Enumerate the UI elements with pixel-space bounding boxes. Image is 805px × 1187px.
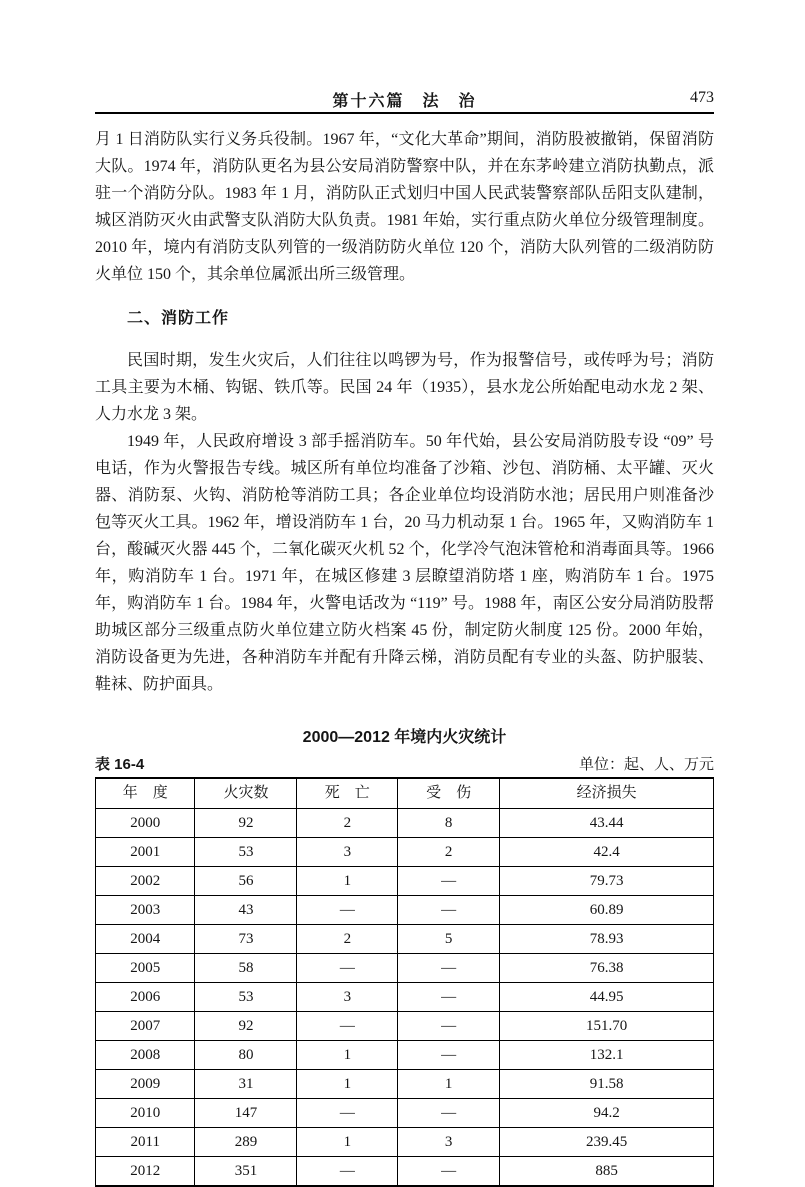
table-cell: 2 bbox=[398, 838, 500, 867]
table-cell: 31 bbox=[195, 1070, 297, 1099]
table-label: 表 16-4 bbox=[95, 756, 145, 773]
table-cell: 53 bbox=[195, 838, 297, 867]
table-cell: 2009 bbox=[96, 1070, 195, 1099]
table-cell: 42.4 bbox=[500, 838, 714, 867]
table-cell: 2002 bbox=[96, 867, 195, 896]
table-cell: 2007 bbox=[96, 1012, 195, 1041]
table-cell: 53 bbox=[195, 983, 297, 1012]
table-cell: 2006 bbox=[96, 983, 195, 1012]
table-cell: 56 bbox=[195, 867, 297, 896]
table-cell: 79.73 bbox=[500, 867, 714, 896]
table-cell: 78.93 bbox=[500, 925, 714, 954]
table-cell: 239.45 bbox=[500, 1128, 714, 1157]
table-cell: 1 bbox=[297, 1070, 398, 1099]
table-row bbox=[96, 983, 714, 1012]
table-cell: 2008 bbox=[96, 1041, 195, 1070]
table-cell: — bbox=[398, 954, 500, 983]
table-cell: 2 bbox=[297, 809, 398, 838]
table-row bbox=[96, 1012, 714, 1041]
table-cell: 3 bbox=[297, 983, 398, 1012]
table-cell: 289 bbox=[195, 1128, 297, 1157]
table-cell: 92 bbox=[195, 809, 297, 838]
table-cell: 76.38 bbox=[500, 954, 714, 983]
body-text bbox=[95, 126, 714, 698]
table-cell: 73 bbox=[195, 925, 297, 954]
table-cell: 351 bbox=[195, 1157, 297, 1187]
paragraph-1949: 1949 年，人民政府增设 3 部手摇消防车。50 年代始，县公安局消防股专设 “09” 号电话，作为火警报告专线。城区所有单位均准备了沙箱、沙包、消防桶、太平罐、灭火器、消防泵、火钩、消防枪等消防工具；各企业单位均设消防水池；居民用户则准备沙包等灭火工具。1962 年，增设消防车 1 台，20 马力机动泵 1 台。1965 年，又购消防车 1 台，酸碱灭火器 445 个，二氧化碳灭火机 52 个，化学冷气泡沫管枪和消毒面具等。1966 年，购消防车 1 台。1971 年，在城区修建 3 层瞭望消防塔 1 座，购消防车 1 台。1975 年，购消防车 1 台。1984 年，火警电话改为 “119” 号。1988 年，南区公安分局消防股帮助城区部分三级重点防火单位建立防火档案 45 份，制定防火制度 125 份。2000 年始，消防设备更为先进，各种消防车并配有升降云梯，消防员配有专业的头盔、防护服装、鞋袜、防护面具。 bbox=[95, 433, 714, 693]
table-cell: 60.89 bbox=[500, 896, 714, 925]
table-cell: — bbox=[398, 1099, 500, 1128]
table-cell: — bbox=[297, 1012, 398, 1041]
table-meta bbox=[95, 753, 714, 774]
table-cell: 8 bbox=[398, 809, 500, 838]
running-header bbox=[95, 88, 714, 114]
section-heading: 二、消防工作 bbox=[127, 310, 230, 327]
paragraph-continued: 月 1 日消防队实行义务兵役制。1967 年，“文化大革命”期间，消防股被撤销，保留消防大队。1974 年，消防队更名为县公安局消防警察中队，并在东茅岭建立消防执勤点，派驻一个消防分队。1983 年 1 月，消防队正式划归中国人民武装警察部队岳阳支队建制，城区消防灭火由武警支队消防大队负责。1981 年始，实行重点防火单位分级管理制度。2010 年，境内有消防支队列管的一级消防防火单位 120 个，消防大队列管的二级消防防火单位 150 个，其余单位属派出所三级管理。 bbox=[95, 131, 714, 283]
table-row bbox=[96, 1128, 714, 1157]
table-row bbox=[96, 809, 714, 838]
table-cell: 151.70 bbox=[500, 1012, 714, 1041]
table-cell: 80 bbox=[195, 1041, 297, 1070]
paragraph-minguo: 民国时期，发生火灾后，人们往往以鸣锣为号，作为报警信号，或传呼为号；消防工具主要为木桶、钩锯、铁爪等。民国 24 年（1935），县水龙公所始配电动水龙 2 架、人力水龙 3 架。 bbox=[95, 352, 714, 423]
table-cell: — bbox=[297, 954, 398, 983]
table-row bbox=[96, 1070, 714, 1099]
table-header-cell: 年 度 bbox=[96, 778, 195, 809]
fire-statistics-table bbox=[95, 777, 714, 1187]
table-cell: 58 bbox=[195, 954, 297, 983]
table-cell: 132.1 bbox=[500, 1041, 714, 1070]
chapter-title: 第十六篇 法 治 bbox=[332, 93, 477, 110]
table-cell: — bbox=[398, 983, 500, 1012]
table-cell: 2011 bbox=[96, 1128, 195, 1157]
table-cell: 2010 bbox=[96, 1099, 195, 1128]
table-cell: — bbox=[398, 867, 500, 896]
table-cell: — bbox=[398, 1041, 500, 1070]
table-cell: — bbox=[398, 1012, 500, 1041]
table-row bbox=[96, 1157, 714, 1187]
table-title: 2000—2012 年境内火灾统计 bbox=[302, 729, 507, 746]
table-header-cell: 受 伤 bbox=[398, 778, 500, 809]
table-cell: 94.2 bbox=[500, 1099, 714, 1128]
table-row bbox=[96, 896, 714, 925]
table-row bbox=[96, 867, 714, 896]
table-unit: 单位：起、人、万元 bbox=[578, 756, 714, 773]
table-cell: 1 bbox=[297, 867, 398, 896]
table-row bbox=[96, 925, 714, 954]
table-cell: 2003 bbox=[96, 896, 195, 925]
table-cell: 5 bbox=[398, 925, 500, 954]
table-header-cell: 死 亡 bbox=[297, 778, 398, 809]
table-cell: 2012 bbox=[96, 1157, 195, 1187]
table-cell: — bbox=[398, 1157, 500, 1187]
table-cell: 2000 bbox=[96, 809, 195, 838]
table-cell: — bbox=[297, 896, 398, 925]
table-cell: — bbox=[398, 896, 500, 925]
table-cell: 3 bbox=[398, 1128, 500, 1157]
table-cell: 44.95 bbox=[500, 983, 714, 1012]
table-cell: 1 bbox=[297, 1041, 398, 1070]
table-cell: 1 bbox=[297, 1128, 398, 1157]
table-cell: 43 bbox=[195, 896, 297, 925]
table-cell: 885 bbox=[500, 1157, 714, 1187]
table-row bbox=[96, 838, 714, 867]
table-cell: 1 bbox=[398, 1070, 500, 1099]
table-row bbox=[96, 1099, 714, 1128]
table-cell: — bbox=[297, 1099, 398, 1128]
fire-table-header-row bbox=[96, 778, 714, 809]
table-cell: 3 bbox=[297, 838, 398, 867]
fire-table-body bbox=[96, 809, 714, 1187]
table-cell: 91.58 bbox=[500, 1070, 714, 1099]
table-cell: 147 bbox=[195, 1099, 297, 1128]
table-header-cell: 经济损失 bbox=[500, 778, 714, 809]
page-number: 473 bbox=[690, 89, 714, 106]
table-cell: 43.44 bbox=[500, 809, 714, 838]
table-row bbox=[96, 1041, 714, 1070]
table-cell: 2001 bbox=[96, 838, 195, 867]
table-cell: 92 bbox=[195, 1012, 297, 1041]
table-cell: 2 bbox=[297, 925, 398, 954]
table-cell: 2004 bbox=[96, 925, 195, 954]
table-row bbox=[96, 954, 714, 983]
table-cell: 2005 bbox=[96, 954, 195, 983]
table-cell: — bbox=[297, 1157, 398, 1187]
table-header-cell: 火灾数 bbox=[195, 778, 297, 809]
